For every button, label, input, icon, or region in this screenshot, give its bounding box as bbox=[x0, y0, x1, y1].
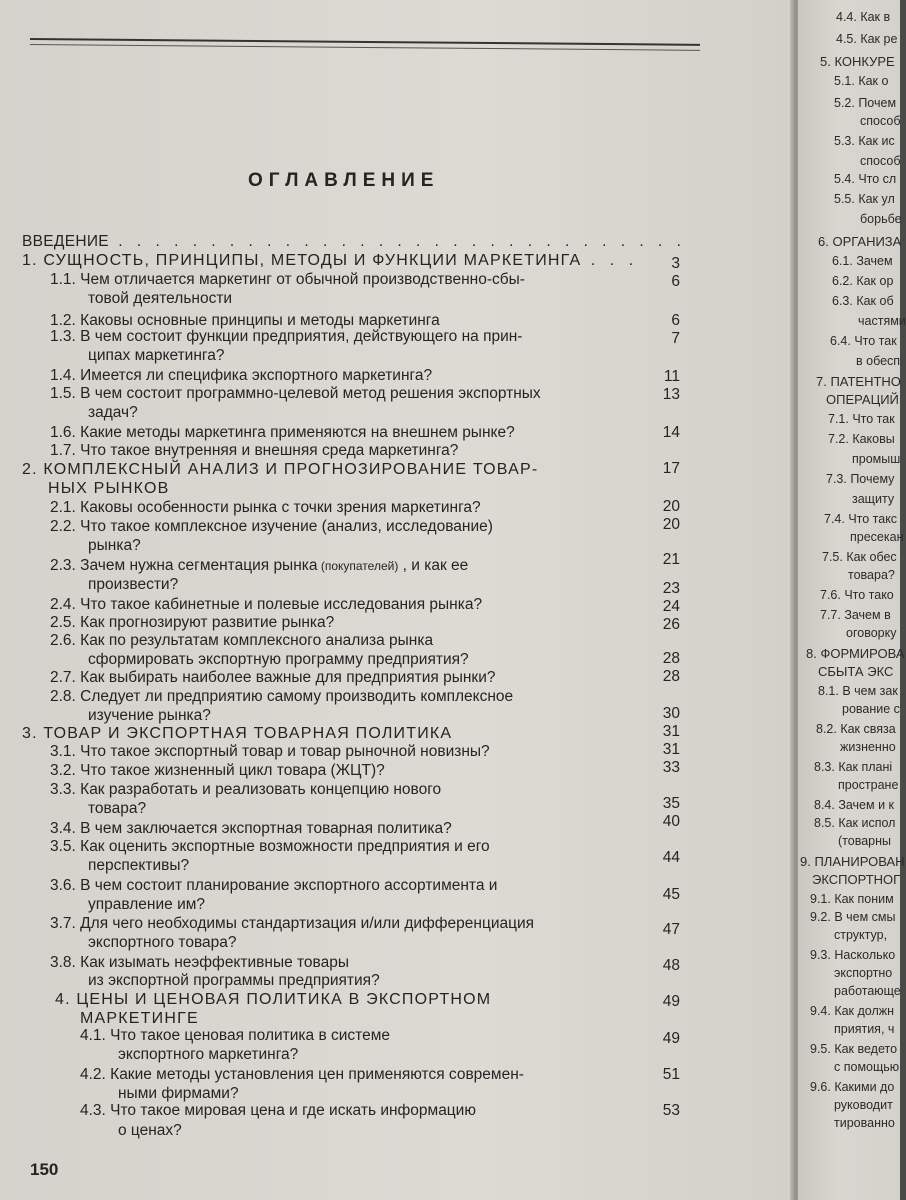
toc-entry-line bbox=[50, 838, 490, 856]
right-toc-line: структур, bbox=[834, 928, 888, 942]
toc-entry-text: 4.2. Какие методы установления цен применяются современ- bbox=[80, 1066, 524, 1083]
toc-entry-text-rest: , и как ее bbox=[398, 557, 469, 574]
toc-entry-text: 3.6. В чем состоит планирование экспортного ассортимента и bbox=[50, 877, 498, 894]
toc-page-number: 3 bbox=[671, 255, 680, 272]
toc-entry-text: 3.2. Что такое жизненный цикл товара (ЖЦТ)? bbox=[50, 762, 385, 779]
right-toc-line: 4.5. Как ре bbox=[836, 32, 898, 46]
toc-entry-text: 1.7. Что такое внутренняя и внешняя среда маркетинга? bbox=[50, 442, 459, 459]
toc-entry-line bbox=[50, 328, 522, 346]
toc-title: ОГЛАВЛЕНИЕ bbox=[248, 170, 440, 191]
toc-page-number: 13 bbox=[662, 386, 680, 403]
toc-page-number: 20 bbox=[662, 498, 680, 515]
toc-page-number: 6 bbox=[671, 312, 680, 329]
right-toc-line: 6. ОРГАНИЗА bbox=[818, 234, 902, 249]
right-toc-line: 9.4. Как должн bbox=[810, 1004, 895, 1018]
toc-entry-text: 1.1. Чем отличается маркетинг от обычной производственно-сбы- bbox=[50, 271, 525, 288]
toc-entry-text: управление им? bbox=[88, 896, 206, 913]
toc-entry-line bbox=[88, 537, 141, 555]
toc-entry-text: 1.4. Имеется ли специфика экспортного маркетинга? bbox=[50, 367, 433, 384]
toc-entry-text: 3.5. Как оценить экспортные возможности предприятия и его bbox=[50, 838, 490, 855]
toc-entry-text: 1.5. В чем состоит программно-целевой метод решения экспортных bbox=[50, 385, 541, 402]
toc-page-number: 28 bbox=[662, 668, 680, 685]
toc-entry-line bbox=[50, 442, 458, 460]
toc-entry-line bbox=[50, 557, 468, 575]
right-toc-line: (товарны bbox=[838, 834, 891, 848]
toc-entry-text: 2.1. Каковы особенности рынка с точки зрения маркетинга? bbox=[50, 499, 481, 516]
right-toc-line: 7.2. Каковы bbox=[828, 432, 895, 446]
toc-entry-text: 3.4. В чем заключается экспортная товарная политика? bbox=[50, 820, 452, 837]
toc-entry-text: изучение рынка? bbox=[88, 707, 211, 724]
toc-page-number: 48 bbox=[662, 957, 680, 974]
toc-entry-line bbox=[50, 499, 481, 517]
right-toc-line: 9. ПЛАНИРОВАН bbox=[800, 854, 905, 869]
toc-entry-text: товара? bbox=[88, 800, 147, 817]
right-toc-line: 6.4. Что так bbox=[830, 334, 897, 348]
toc-entry-line bbox=[50, 669, 495, 687]
toc-entry-line bbox=[88, 896, 205, 914]
toc-entry-text: рынка? bbox=[88, 537, 141, 554]
right-toc-line: 9.2. В чем смы bbox=[810, 910, 896, 924]
right-toc-line: жизненно bbox=[840, 740, 896, 754]
toc-entry-line bbox=[50, 877, 497, 895]
toc-entry-line bbox=[50, 424, 515, 442]
toc-entry-text: 2.8. Следует ли предприятию самому производить комплексное bbox=[50, 688, 514, 705]
toc-entry-line bbox=[80, 1027, 390, 1045]
toc-entry-text: 2.4. Что такое кабинетные и полевые исследования рынка? bbox=[50, 596, 483, 613]
toc-entry-text: 2.6. Как по результатам комплексного анализа рынка bbox=[50, 632, 434, 649]
right-toc-line: в обесп bbox=[856, 354, 901, 368]
right-toc-line: 7. ПАТЕНТНО bbox=[816, 374, 901, 389]
toc-chapter-line bbox=[48, 480, 169, 498]
right-toc-line: 5.2. Почем bbox=[834, 96, 897, 110]
top-rule-secondary bbox=[30, 44, 700, 51]
toc-page-number: 24 bbox=[662, 598, 680, 615]
toc-page-number: 14 bbox=[662, 424, 680, 441]
toc-entry-line bbox=[88, 290, 232, 308]
toc-entry-text: 2.7. Как выбирать наиболее важные для предприятия рынки? bbox=[50, 669, 496, 686]
right-toc-line: защиту bbox=[852, 492, 895, 506]
right-toc-line: 4.4. Как в bbox=[836, 10, 891, 24]
page-number: 150 bbox=[30, 1160, 59, 1179]
toc-entry-text: сформировать экспортную программу предприятия? bbox=[88, 651, 469, 668]
toc-page-number: 45 bbox=[662, 886, 680, 903]
right-toc-line: с помощью bbox=[834, 1060, 900, 1074]
right-toc-line: 8.4. Зачем и к bbox=[814, 798, 895, 812]
toc-entry-text: перспективы? bbox=[88, 857, 190, 874]
right-toc-line: 7.7. Зачем в bbox=[820, 608, 891, 622]
toc-page-number: 40 bbox=[662, 813, 680, 830]
right-page bbox=[798, 0, 906, 1200]
toc-entry-line bbox=[88, 800, 146, 818]
right-toc-line: экспортно bbox=[834, 966, 893, 980]
toc-page-number: 53 bbox=[662, 1102, 680, 1119]
toc-page-number: 21 bbox=[662, 551, 680, 568]
right-toc-line: 6.2. Как ор bbox=[832, 274, 894, 288]
toc-page-number: 26 bbox=[662, 616, 680, 633]
toc-page-number: 11 bbox=[663, 368, 680, 385]
right-toc-line: 9.5. Как ведето bbox=[810, 1042, 898, 1056]
toc-entry-line bbox=[50, 743, 490, 761]
toc-chapter-line bbox=[22, 725, 452, 743]
right-toc-line: 6.3. Как об bbox=[832, 294, 894, 308]
toc-entry-line bbox=[22, 233, 686, 251]
right-toc-line: ОПЕРАЦИЙ bbox=[826, 392, 899, 407]
right-toc-line: способ bbox=[860, 114, 901, 128]
toc-entry-note: (покупателей) bbox=[317, 559, 399, 573]
toc-chapter-line bbox=[22, 252, 638, 270]
right-toc-line: тированно bbox=[834, 1116, 895, 1130]
toc-entry-text: 4.3. Что такое мировая цена и где искать информацию bbox=[80, 1102, 476, 1119]
toc-entry-line bbox=[50, 614, 334, 632]
right-toc-line: 5.3. Как ис bbox=[834, 134, 895, 148]
toc-entry-line bbox=[50, 762, 385, 780]
right-toc-line: 9.6. Какими до bbox=[810, 1080, 895, 1094]
toc-chapter-line bbox=[22, 461, 538, 479]
toc-page-number: 17 bbox=[662, 460, 680, 477]
right-toc-line: 8.2. Как связа bbox=[816, 722, 896, 736]
toc-entry-line bbox=[50, 688, 513, 706]
toc-entry-text: 1. СУЩНОСТЬ, ПРИНЦИПЫ, МЕТОДЫ И ФУНКЦИИ МАРКЕТИНГА bbox=[22, 252, 582, 269]
toc-entry-line bbox=[80, 1066, 524, 1084]
toc-entry-line bbox=[88, 651, 469, 669]
toc-entry-line bbox=[118, 1046, 298, 1064]
right-toc-line: 5.4. Что сл bbox=[834, 172, 897, 186]
leader-dots: . . . . . . . . . . . . . . . . . . . . . . . . . . . . . . . bbox=[108, 233, 686, 250]
toc-entry-line bbox=[50, 596, 482, 614]
toc-entry-line bbox=[50, 367, 432, 385]
toc-entry-line bbox=[50, 385, 541, 403]
toc-entry-text: МАРКЕТИНГЕ bbox=[80, 1010, 199, 1027]
right-toc-line: руководит bbox=[834, 1098, 893, 1112]
toc-page-number: 23 bbox=[662, 580, 680, 597]
toc-entry-line bbox=[88, 347, 224, 365]
right-toc-line: работающе bbox=[834, 984, 901, 998]
toc-entry-text: экспортного товара? bbox=[88, 934, 237, 951]
toc-entry-line bbox=[50, 954, 349, 972]
toc-entry-text: экспортного маркетинга? bbox=[118, 1046, 299, 1063]
toc-entry-line bbox=[88, 934, 237, 952]
right-toc-line: 8.1. В чем зак bbox=[818, 684, 898, 698]
toc-entry-text: 1.2. Каковы основные принципы и методы маркетинга bbox=[50, 312, 440, 329]
toc-entry-text: 3.8. Как изымать неэффективные товары bbox=[50, 954, 349, 971]
toc-page-number: 49 bbox=[662, 993, 680, 1010]
right-toc-line: 8.5. Как испол bbox=[814, 816, 896, 830]
right-toc-line: 7.4. Что такс bbox=[824, 512, 898, 526]
right-toc-line: 5.1. Как о bbox=[834, 74, 889, 88]
right-toc-line: промыш bbox=[852, 452, 901, 466]
toc-entry-text: 3.1. Что такое экспортный товар и товар рыночной новизны? bbox=[50, 743, 490, 760]
right-toc-line: СБЫТА ЭКС bbox=[818, 664, 894, 679]
toc-entry-text: 2.2. Что такое комплексное изучение (анализ, исследование) bbox=[50, 518, 493, 535]
toc-page-number: 47 bbox=[662, 921, 680, 938]
right-toc-line: 5.5. Как ул bbox=[834, 192, 895, 206]
toc-entry-text: ными фирмами? bbox=[118, 1085, 239, 1102]
toc-chapter-line bbox=[80, 1010, 199, 1028]
toc-entry-text: ципах маркетинга? bbox=[88, 347, 225, 364]
toc-entry-text: 2.5. Как прогнозируют развитие рынка? bbox=[50, 614, 335, 631]
toc-page-number: 20 bbox=[662, 516, 680, 533]
right-toc-line: рование с bbox=[842, 702, 900, 716]
toc-page-number: 44 bbox=[662, 849, 680, 866]
toc-entry-line bbox=[118, 1085, 239, 1103]
toc-entry-text: 3.7. Для чего необходимы стандартизация и/или дифференциация bbox=[50, 915, 535, 932]
toc-entry-text: 1.3. В чем состоит функции предприятия, действующего на прин- bbox=[50, 328, 523, 345]
right-toc-line: оговорку bbox=[846, 626, 897, 640]
leader-dots: . . . bbox=[581, 252, 639, 269]
toc-entry-text: 4. ЦЕНЫ И ЦЕНОВАЯ ПОЛИТИКА В ЭКСПОРТНОМ bbox=[55, 991, 492, 1008]
toc-entry-text: 1.6. Какие методы маркетинга применяются на внешнем рынке? bbox=[50, 424, 515, 441]
toc-page-number: 30 bbox=[662, 705, 680, 722]
toc-entry-line bbox=[50, 820, 452, 838]
toc-page-number: 33 bbox=[662, 759, 680, 776]
toc-page-number: 31 bbox=[662, 741, 680, 758]
toc-entry-text: произвести? bbox=[88, 576, 179, 593]
toc-chapter-line bbox=[55, 991, 491, 1009]
toc-entry-text: ВВЕДЕНИЕ bbox=[22, 233, 109, 250]
right-toc-line: 5. КОНКУРЕ bbox=[820, 54, 895, 69]
toc-page-number: 6 bbox=[671, 273, 680, 290]
toc-entry-line bbox=[50, 781, 441, 799]
toc-page-number: 28 bbox=[662, 650, 680, 667]
toc-entry-line bbox=[50, 915, 534, 933]
toc-entry-text: 3. ТОВАР И ЭКСПОРТНАЯ ТОВАРНАЯ ПОЛИТИКА bbox=[22, 725, 453, 742]
toc-page-number: 49 bbox=[662, 1030, 680, 1047]
toc-entry-line bbox=[88, 404, 138, 422]
toc-entry-text: 2. КОМПЛЕКСНЫЙ АНАЛИЗ И ПРОГНОЗИРОВАНИЕ ТОВАР- bbox=[22, 461, 539, 478]
right-toc-line: 7.6. Что тако bbox=[820, 588, 894, 602]
toc-page-number: 31 bbox=[662, 723, 680, 740]
toc-entry-line bbox=[88, 857, 189, 875]
toc-page-number: 35 bbox=[662, 795, 680, 812]
right-toc-line: приятия, ч bbox=[834, 1022, 895, 1036]
right-toc-line: 7.3. Почему bbox=[826, 472, 895, 486]
right-toc-line: простране bbox=[838, 778, 899, 792]
toc-entry-text: 4.1. Что такое ценовая политика в системе bbox=[80, 1027, 390, 1044]
right-toc-line: 9.3. Насколько bbox=[810, 948, 896, 962]
right-toc-line: способ bbox=[860, 154, 901, 168]
right-toc-line: частями bbox=[858, 314, 906, 328]
toc-entry-text: 3.3. Как разработать и реализовать концепцию нового bbox=[50, 781, 442, 798]
toc-entry-text: НЫХ РЫНКОВ bbox=[48, 480, 170, 497]
toc-entry-text: товой деятельности bbox=[88, 290, 233, 307]
toc-entry-line bbox=[88, 707, 211, 725]
toc-page-number: 51 bbox=[662, 1066, 680, 1083]
right-toc-line: ЭКСПОРТНОГ bbox=[812, 872, 901, 887]
toc-entry-line bbox=[80, 1102, 476, 1120]
toc-entry-line bbox=[88, 576, 178, 594]
right-toc-line: товара? bbox=[848, 568, 895, 582]
toc-entry-line bbox=[50, 632, 433, 650]
right-toc-line: 7.1. Что так bbox=[828, 412, 895, 426]
right-toc-line: борьбе bbox=[860, 212, 902, 226]
toc-entry-line bbox=[118, 1122, 182, 1140]
toc-entry-text: 2.3. Зачем нужна сегментация рынка bbox=[50, 557, 318, 574]
right-toc-line: пресекан bbox=[850, 530, 904, 544]
toc-entry-text: из экспортной программы предприятия? bbox=[88, 972, 380, 989]
right-toc-line: 6.1. Зачем bbox=[832, 254, 893, 268]
right-toc-line: 8. ФОРМИРОВА bbox=[806, 646, 905, 661]
toc-entry-text: задач? bbox=[88, 404, 138, 421]
toc-entry-line bbox=[88, 972, 380, 990]
right-toc-line: 8.3. Как плані bbox=[814, 760, 893, 774]
toc-page-number: 7 bbox=[671, 330, 680, 347]
toc-entry-line bbox=[50, 271, 525, 289]
toc-entry-text: о ценах? bbox=[118, 1122, 182, 1139]
toc-entry-line bbox=[50, 518, 493, 536]
right-toc-line: 9.1. Как поним bbox=[810, 892, 894, 906]
right-toc-line: 7.5. Как обес bbox=[822, 550, 897, 564]
